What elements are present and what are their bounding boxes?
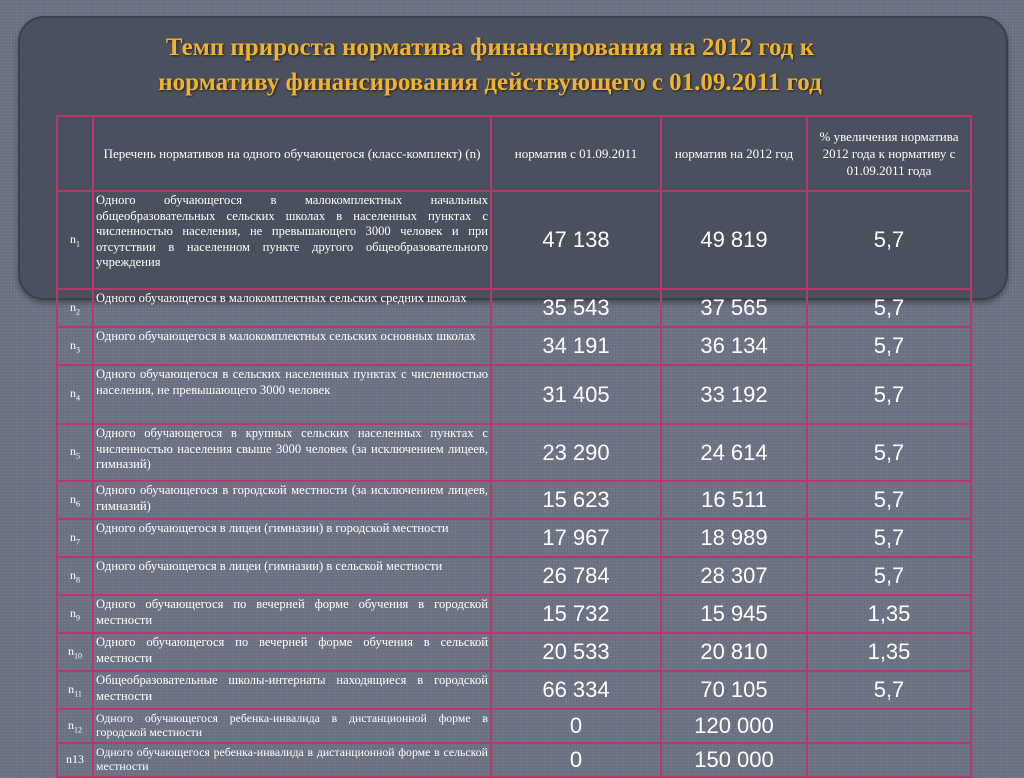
row-norm-2011: 66 334 — [491, 671, 661, 709]
row-norm-2012: 15 945 — [661, 595, 807, 633]
row-norm-2011: 47 138 — [491, 191, 661, 289]
table-row — [57, 481, 971, 519]
table-row — [57, 327, 971, 365]
table-row — [57, 365, 971, 424]
row-norm-2011: 17 967 — [491, 519, 661, 557]
row-norm-2012: 24 614 — [661, 424, 807, 481]
row-name: Одного обучающегося в малокомплектных сельских средних школах — [93, 289, 491, 327]
header-increase-percent: % увеличения норматива 2012 года к нормативу с 01.09.2011 года — [807, 116, 971, 191]
row-norm-2011: 0 — [491, 709, 661, 743]
header-id — [57, 116, 93, 191]
table-row — [57, 519, 971, 557]
row-id: $n_{11}$ — [57, 671, 93, 709]
row-increase-percent: 5,7 — [807, 519, 971, 557]
row-id: $n_{12}$ — [57, 709, 93, 743]
row-name: Одного обучающегося по вечерней форме обучения в городской местности — [93, 595, 491, 633]
row-id: $n_{10}$ — [57, 633, 93, 671]
table-row — [57, 191, 971, 289]
slide-title-line-1: Темп прироста норматива финансирования на 2012 год к — [165, 34, 815, 61]
header-name: Перечень нормативов на одного обучающегося (класс-комплект) (n) — [93, 116, 491, 191]
row-increase-percent: 5,7 — [807, 327, 971, 365]
row-id: $n_5$ — [57, 424, 93, 481]
row-norm-2011: 31 405 — [491, 365, 661, 424]
row-norm-2011: 35 543 — [491, 289, 661, 327]
row-increase-percent: 5,7 — [807, 557, 971, 595]
row-norm-2012: 150 000 — [661, 743, 807, 777]
row-increase-percent: 5,7 — [807, 671, 971, 709]
row-increase-percent: 1,35 — [807, 595, 971, 633]
row-increase-percent: 5,7 — [807, 424, 971, 481]
header-norm-2012: норматив на 2012 год — [661, 116, 807, 191]
row-increase-percent: 5,7 — [807, 481, 971, 519]
row-norm-2012: 70 105 — [661, 671, 807, 709]
row-norm-2011: 15 732 — [491, 595, 661, 633]
row-norm-2012: 18 989 — [661, 519, 807, 557]
row-increase-percent — [807, 709, 971, 743]
row-id: $n_3$ — [57, 327, 93, 365]
slide-title-line-2: нормативу финансирования действующего с 01.09.2011 год — [158, 69, 822, 96]
row-name: Одного обучающегося в сельских населенных пунктах с численностью населения, не превышающего 3000 человек — [93, 365, 491, 424]
table-row — [57, 557, 971, 595]
row-norm-2011: 23 290 — [491, 424, 661, 481]
row-name: Одного обучающегося ребенка-инвалида в дистанционной форме в городской местности — [93, 709, 491, 743]
row-name: Одного обучающегося в городской местности (за исключением лицеев, гимназий) — [93, 481, 491, 519]
table-row — [57, 424, 971, 481]
row-id: $n_1$ — [57, 191, 93, 289]
header-norm-2011: норматив с 01.09.2011 — [491, 116, 661, 191]
row-id: $n_4$ — [57, 365, 93, 424]
row-norm-2012: 49 819 — [661, 191, 807, 289]
row-norm-2011: 26 784 — [491, 557, 661, 595]
row-id: n13 — [57, 743, 93, 777]
row-id: $n_8$ — [57, 557, 93, 595]
row-norm-2012: 33 192 — [661, 365, 807, 424]
table-row — [57, 709, 971, 743]
row-name: Одного обучающегося в лицеи (гимназии) в городской местности — [93, 519, 491, 557]
row-id: $n_6$ — [57, 481, 93, 519]
row-norm-2012: 37 565 — [661, 289, 807, 327]
row-increase-percent: 5,7 — [807, 289, 971, 327]
row-name: Одного обучающегося по вечерней форме обучения в сельской местности — [93, 633, 491, 671]
row-name: Одного обучающегося в лицеи (гимназии) в сельской местности — [93, 557, 491, 595]
row-name: Одного обучающегося в малокомплектных начальных общеобразовательных сельских школах в населенных пунктах с численностью населения, не превышающего 3000 человек и при отсутствии в населенном пункте другого общеобразовательного учреждения — [93, 191, 491, 289]
row-id: $n_2$ — [57, 289, 93, 327]
financing-norms-table — [56, 115, 972, 778]
row-name: Общеобразовательные школы-интернаты находящиеся в городской местности — [93, 671, 491, 709]
row-norm-2011: 20 533 — [491, 633, 661, 671]
row-norm-2012: 16 511 — [661, 481, 807, 519]
row-id: $n_7$ — [57, 519, 93, 557]
row-norm-2012: 20 810 — [661, 633, 807, 671]
row-norm-2012: 28 307 — [661, 557, 807, 595]
table-row — [57, 671, 971, 709]
row-norm-2012: 120 000 — [661, 709, 807, 743]
table-header-row — [57, 116, 971, 191]
row-name: Одного обучающегося в крупных сельских населенных пунктах с численностью населения свыше 3000 человек (за исключением лицеев, гимназий) — [93, 424, 491, 481]
row-norm-2011: 34 191 — [491, 327, 661, 365]
row-name: Одного обучающегося ребенка-инвалида в дистанционной форме в сельской местности — [93, 743, 491, 777]
row-norm-2012: 36 134 — [661, 327, 807, 365]
table-row — [57, 595, 971, 633]
slide-title — [60, 30, 920, 100]
row-id: $n_9$ — [57, 595, 93, 633]
table-row — [57, 633, 971, 671]
row-increase-percent — [807, 743, 971, 777]
row-increase-percent: 5,7 — [807, 191, 971, 289]
row-increase-percent: 5,7 — [807, 365, 971, 424]
row-increase-percent: 1,35 — [807, 633, 971, 671]
table-row — [57, 743, 971, 777]
row-norm-2011: 0 — [491, 743, 661, 777]
table-row — [57, 289, 971, 327]
row-name: Одного обучающегося в малокомплектных сельских основных школах — [93, 327, 491, 365]
row-norm-2011: 15 623 — [491, 481, 661, 519]
